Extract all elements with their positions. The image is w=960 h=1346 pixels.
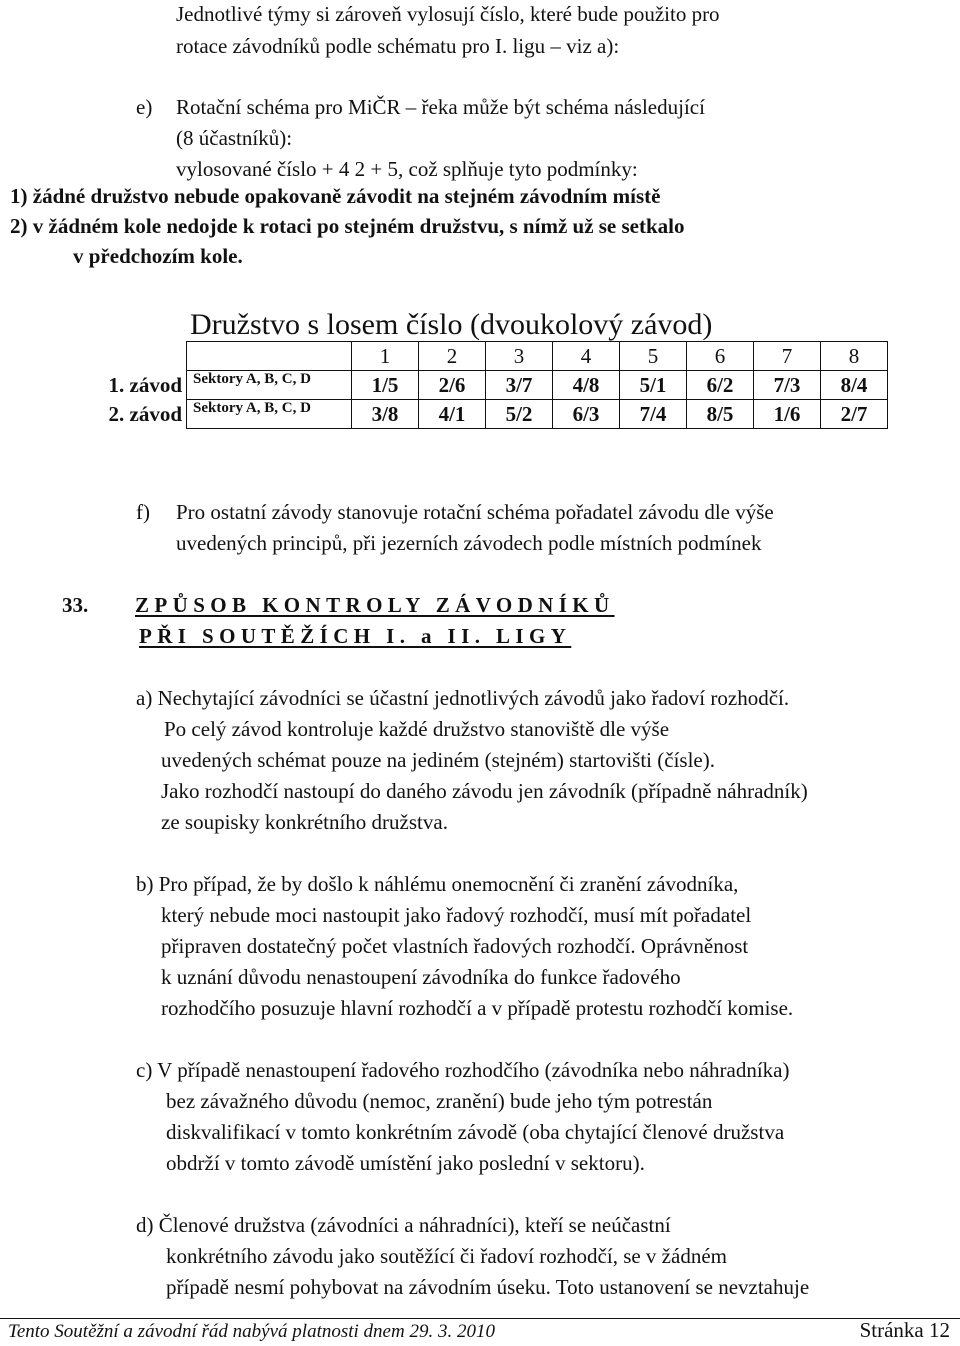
intro-line-1: Jednotlivé týmy si zároveň vylosují číslo, které bude použito pro [176, 2, 720, 26]
para-b-line-3: připraven dostatečný počet vlastních řadových rozhodčí. Oprávněnost [161, 934, 749, 958]
rotation-table-header-row [66, 342, 888, 371]
table-cell: 5/1 [620, 371, 687, 400]
item-f-marker: f) [136, 500, 150, 524]
item-f-line-1: Pro ostatní závody stanovuje rotační schéma pořadatel závodu dle výše [176, 500, 774, 524]
para-a-line-3: uvedených schémat pouze na jediném (stejném) startovišti (čísle). [161, 748, 715, 772]
table-cell: 1/6 [754, 400, 821, 429]
table-row [66, 371, 888, 400]
para-c-line-1: c) V případě nenastoupení řadového rozhodčího (závodníka nebo náhradníka) [136, 1058, 790, 1082]
footer-page-number: Stránka 12 [859, 1318, 950, 1342]
para-d-line-1: d) Členové družstva (závodníci a náhradníci), kteří se neúčastní [136, 1213, 671, 1237]
table-cell: 8/5 [687, 400, 754, 429]
table-cell: 6/2 [687, 371, 754, 400]
table-cell: 7/3 [754, 371, 821, 400]
table-cell: 3/8 [352, 400, 419, 429]
section-title-line-2: PŘI SOUTĚŽÍCH I. a II. LIGY [139, 624, 572, 648]
para-c-line-3: diskvalifikací v tomto konkrétním závodě (oba chytající členové družstva [166, 1120, 785, 1144]
header-cell: 5 [620, 342, 687, 371]
table-cell: 7/4 [620, 400, 687, 429]
para-b-line-2: který nebude moci nastoupit jako řadový rozhodčí, musí mít pořadatel [161, 903, 752, 927]
section-number: 33. [62, 593, 89, 617]
para-d-line-2: konkrétního závodu jako soutěžící či řadoví rozhodčí, se v žádném [166, 1244, 727, 1268]
table-cell: 4/1 [419, 400, 486, 429]
rotation-table-corner [66, 342, 187, 371]
para-b-line-4: k uznání důvodu nenastoupení závodníka do funkce řadového [161, 965, 681, 989]
row-sektory: Sektory A, B, C, D [187, 371, 352, 400]
table-cell: 5/2 [486, 400, 553, 429]
header-cell: 1 [352, 342, 419, 371]
rotation-table [66, 341, 888, 429]
item-e-line-1: Rotační schéma pro MiČR – řeka může být schéma následující [176, 95, 705, 119]
condition-1: 1) žádné družstvo nebude opakovaně závodit na stejném závodním místě [10, 184, 661, 208]
para-b-line-5: rozhodčího posuzuje hlavní rozhodčí a v případě protestu rozhodčí komise. [161, 996, 794, 1020]
footer-divider [0, 1318, 960, 1319]
item-e-marker: e) [136, 95, 153, 119]
header-cell: 7 [754, 342, 821, 371]
para-a-line-4: Jako rozhodčí nastoupí do daného závodu jen závodník (případně náhradník) [161, 779, 808, 803]
row-label: 1. závod [108, 372, 182, 397]
header-cell: 3 [486, 342, 553, 371]
condition-2-continuation: v předchozím kole. [73, 244, 243, 268]
table-cell: 3/7 [486, 371, 553, 400]
para-c-line-2: bez závažného důvodu (nemoc, zranění) bude jeho tým potrestán [166, 1089, 713, 1113]
table-cell: 2/7 [821, 400, 888, 429]
para-d-line-3: případě nesmí pohybovat na závodním úseku. Toto ustanovení se nevztahuje [166, 1275, 810, 1299]
intro-line-2: rotace závodníků podle schématu pro I. ligu – viz a): [176, 34, 620, 58]
table-cell: 8/4 [821, 371, 888, 400]
rotation-table-title: Družstvo s losem číslo (dvoukolový závod) [190, 308, 713, 341]
header-cell: 2 [419, 342, 486, 371]
para-b-line-1: b) Pro případ, že by došlo k náhlému onemocnění či zranění závodníka, [136, 872, 739, 896]
table-cell: 4/8 [553, 371, 620, 400]
para-c-line-4: obdrží v tomto závodě umístění jako poslední v sektoru). [166, 1151, 645, 1175]
condition-2: 2) v žádném kole nedojde k rotaci po stejném družstvu, s nímž už se setkalo [10, 214, 685, 238]
table-cell: 6/3 [553, 400, 620, 429]
table-cell: 2/6 [419, 371, 486, 400]
para-a-line-1: a) Nechytající závodníci se účastní jednotlivých závodů jako řadoví rozhodčí. [136, 686, 790, 710]
header-cell: 6 [687, 342, 754, 371]
section-title-line-1: ZPŮSOB KONTROLY ZÁVODNÍKŮ [135, 593, 615, 617]
para-a-line-2: Po celý závod kontroluje každé družstvo stanoviště dle výše [164, 717, 670, 741]
para-a-line-5: ze soupisky konkrétního družstva. [161, 810, 448, 834]
footer-validity-note: Tento Soutěžní a závodní řád nabývá platnosti dnem 29. 3. 2010 [8, 1321, 495, 1342]
item-e-line-3: vylosované číslo + 4 2 + 5, což splňuje tyto podmínky: [176, 157, 638, 181]
table-cell: 1/5 [352, 371, 419, 400]
item-f-line-2: uvedených principů, při jezerních závodech podle místních podmínek [176, 531, 762, 555]
rotation-table-header-blank [187, 342, 352, 371]
row-label: 2. závod [108, 401, 182, 426]
row-sektory: Sektory A, B, C, D [187, 400, 352, 429]
header-cell: 8 [821, 342, 888, 371]
header-cell: 4 [553, 342, 620, 371]
item-e-line-2: (8 účastníků): [176, 126, 293, 150]
table-row [66, 400, 888, 429]
